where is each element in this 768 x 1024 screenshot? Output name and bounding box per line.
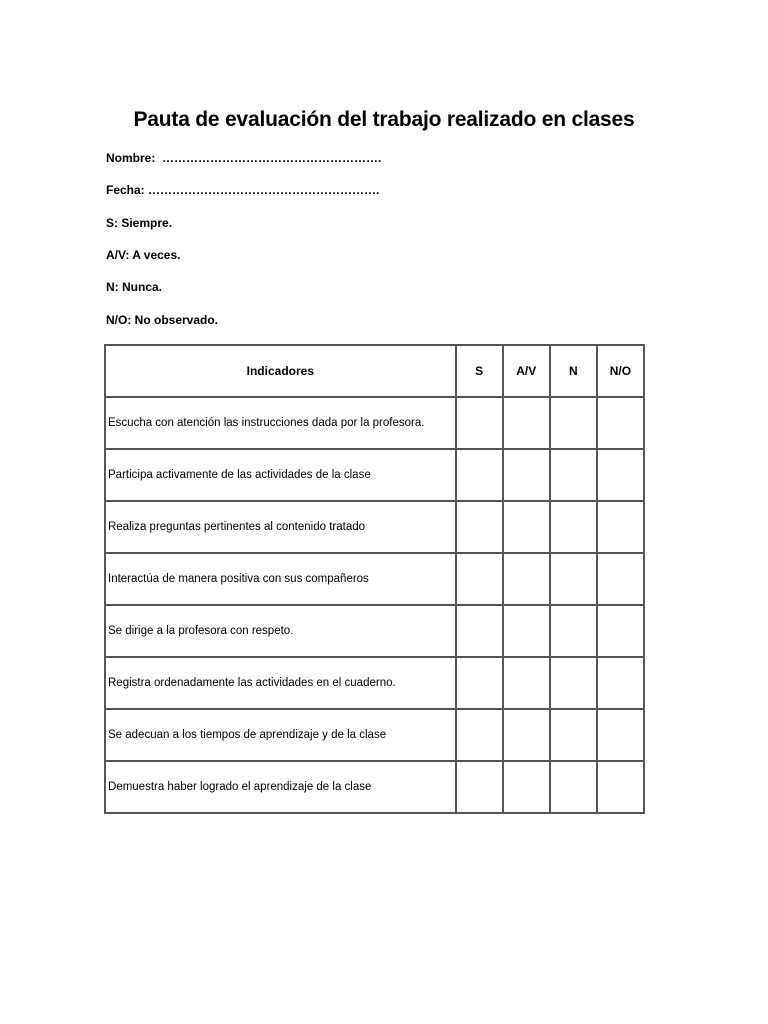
- table-row: [105, 709, 644, 761]
- table-row: [105, 501, 644, 553]
- mark-cell-av[interactable]: [503, 657, 550, 709]
- mark-cell-no[interactable]: [597, 449, 644, 501]
- mark-cell-no[interactable]: [597, 553, 644, 605]
- header-indicadores: Indicadores: [105, 345, 456, 397]
- indicator-cell: Escucha con atención las instrucciones dada por la profesora.: [105, 397, 456, 449]
- mark-cell-s[interactable]: [456, 553, 503, 605]
- page-title: Pauta de evaluación del trabajo realizado en clases: [133, 108, 635, 131]
- mark-cell-av[interactable]: [503, 761, 550, 813]
- indicator-cell: Demuestra haber logrado el aprendizaje de la clase: [105, 761, 456, 813]
- mark-cell-av[interactable]: [503, 397, 550, 449]
- indicator-cell: Se dirige a la profesora con respeto.: [105, 605, 456, 657]
- mark-cell-av[interactable]: [503, 449, 550, 501]
- table-row: [105, 605, 644, 657]
- mark-cell-s[interactable]: [456, 761, 503, 813]
- header-siempre: S: [456, 345, 503, 397]
- header-no-observado: N/O: [597, 345, 644, 397]
- table-row: [105, 657, 644, 709]
- table-row: [105, 761, 644, 813]
- header-a-veces: A/V: [503, 345, 550, 397]
- mark-cell-no[interactable]: [597, 709, 644, 761]
- indicator-cell: Realiza preguntas pertinentes al contenido tratado: [105, 501, 456, 553]
- indicator-cell: Participa activamente de las actividades de la clase: [105, 449, 456, 501]
- date-field-label: Fecha:: [106, 183, 145, 197]
- name-field-label: Nombre:: [106, 151, 156, 165]
- mark-cell-n[interactable]: [550, 657, 597, 709]
- table-row: [105, 397, 644, 449]
- mark-cell-n[interactable]: [550, 709, 597, 761]
- mark-cell-n[interactable]: [550, 553, 597, 605]
- mark-cell-s[interactable]: [456, 709, 503, 761]
- mark-cell-s[interactable]: [456, 657, 503, 709]
- legend-nunca: N: Nunca.: [106, 280, 163, 294]
- mark-cell-no[interactable]: [597, 761, 644, 813]
- table-header-row: [105, 345, 644, 397]
- header-nunca: N: [550, 345, 597, 397]
- mark-cell-s[interactable]: [456, 449, 503, 501]
- legend-no-observado: N/O: No observado.: [106, 313, 219, 327]
- mark-cell-s[interactable]: [456, 605, 503, 657]
- indicator-cell: Registra ordenadamente las actividades en el cuaderno.: [105, 657, 456, 709]
- mark-cell-n[interactable]: [550, 605, 597, 657]
- mark-cell-av[interactable]: [503, 501, 550, 553]
- mark-cell-n[interactable]: [550, 397, 597, 449]
- name-field: [106, 151, 381, 165]
- legend-a-veces: A/V: A veces.: [106, 248, 181, 262]
- table-row: [105, 553, 644, 605]
- indicator-cell: Interactúa de manera positiva con sus compañeros: [105, 553, 456, 605]
- mark-cell-no[interactable]: [597, 501, 644, 553]
- date-field-blank: ………………………………………………….: [148, 183, 380, 197]
- mark-cell-s[interactable]: [456, 397, 503, 449]
- mark-cell-n[interactable]: [550, 761, 597, 813]
- date-field: [106, 183, 379, 197]
- legend-siempre: S: Siempre.: [106, 216, 173, 230]
- mark-cell-av[interactable]: [503, 709, 550, 761]
- mark-cell-no[interactable]: [597, 605, 644, 657]
- mark-cell-n[interactable]: [550, 501, 597, 553]
- mark-cell-no[interactable]: [597, 397, 644, 449]
- mark-cell-n[interactable]: [550, 449, 597, 501]
- indicator-cell: Se adecuan a los tiempos de aprendizaje y de la clase: [105, 709, 456, 761]
- mark-cell-no[interactable]: [597, 657, 644, 709]
- mark-cell-av[interactable]: [503, 553, 550, 605]
- evaluation-table: [104, 344, 645, 814]
- table-row: [105, 449, 644, 501]
- name-field-blank: ……………………………………………….: [162, 151, 382, 165]
- mark-cell-s[interactable]: [456, 501, 503, 553]
- mark-cell-av[interactable]: [503, 605, 550, 657]
